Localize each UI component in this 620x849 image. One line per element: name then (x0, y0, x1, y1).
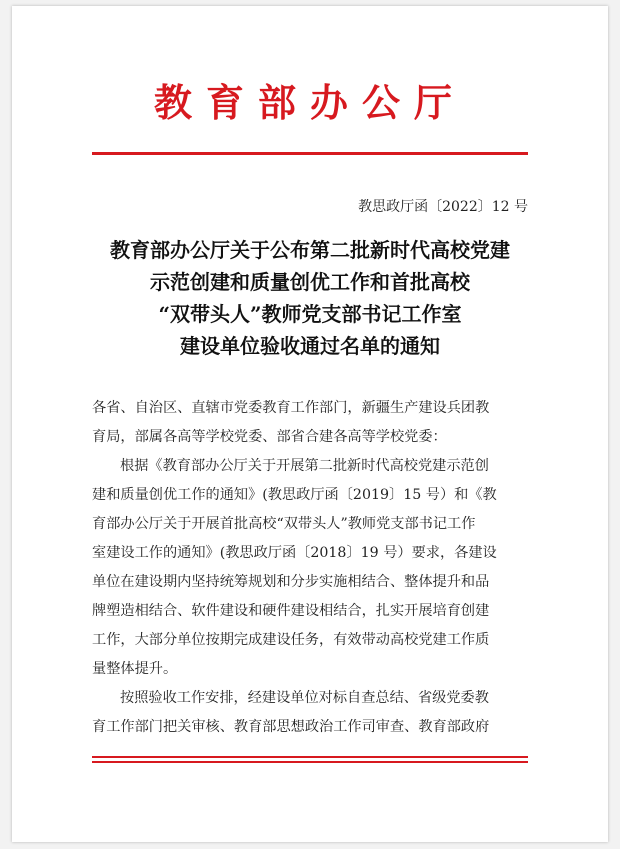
body-line: 各省、自治区、直辖市党委教育工作部门，新疆生产建设兵团教 (92, 400, 490, 416)
document-page (12, 6, 608, 842)
notice-title-line: 建设单位验收通过名单的通知 (180, 334, 440, 358)
body-line: 根据《教育部办公厅关于开展第二批新时代高校党建示范创 (120, 458, 489, 474)
body-line: 工作，大部分单位按期完成建设任务，有效带动高校党建工作质 (92, 632, 490, 648)
footer-red-rule (92, 756, 528, 758)
body-line: 育工作部门把关审核、教育部思想政治工作司审查、教育部政府 (92, 719, 490, 735)
notice-body (92, 394, 528, 742)
body-line: 育局，部属各高等学校党委、部省合建各高等学校党委： (92, 429, 447, 445)
body-line: 按照验收工作安排，经建设单位对标自查总结、省级党委教 (120, 690, 489, 706)
footer-red-rule (92, 761, 528, 763)
notice-title-line: 示范创建和质量创优工作和首批高校 (150, 270, 470, 294)
header-red-rule (92, 152, 528, 155)
notice-title-line: 教育部办公厅关于公布第二批新时代高校党建 (110, 238, 510, 262)
body-line: 室建设工作的通知》(教思政厅函〔2018〕19 号）要求，各建设 (92, 545, 497, 561)
document-number: 教思政厅函〔2022〕12 号 (358, 199, 528, 215)
body-line: 建和质量创优工作的通知》(教思政厅函〔2019〕15 号）和《教 (92, 487, 497, 503)
org-header-title: 教育部办公厅 (153, 80, 466, 125)
body-line: 量整体提升。 (92, 661, 178, 677)
body-line: 牌塑造相结合、软件建设和硬件建设相结合，扎实开展培育创建 (92, 603, 490, 619)
body-line: 单位在建设期内坚持统筹规划和分步实施相结合、整体提升和品 (92, 574, 490, 590)
notice-title (92, 234, 528, 362)
body-line: 育部办公厅关于开展首批高校“双带头人”教师党支部书记工作 (92, 516, 476, 532)
notice-title-line: “双带头人”教师党支部书记工作室 (158, 302, 462, 326)
